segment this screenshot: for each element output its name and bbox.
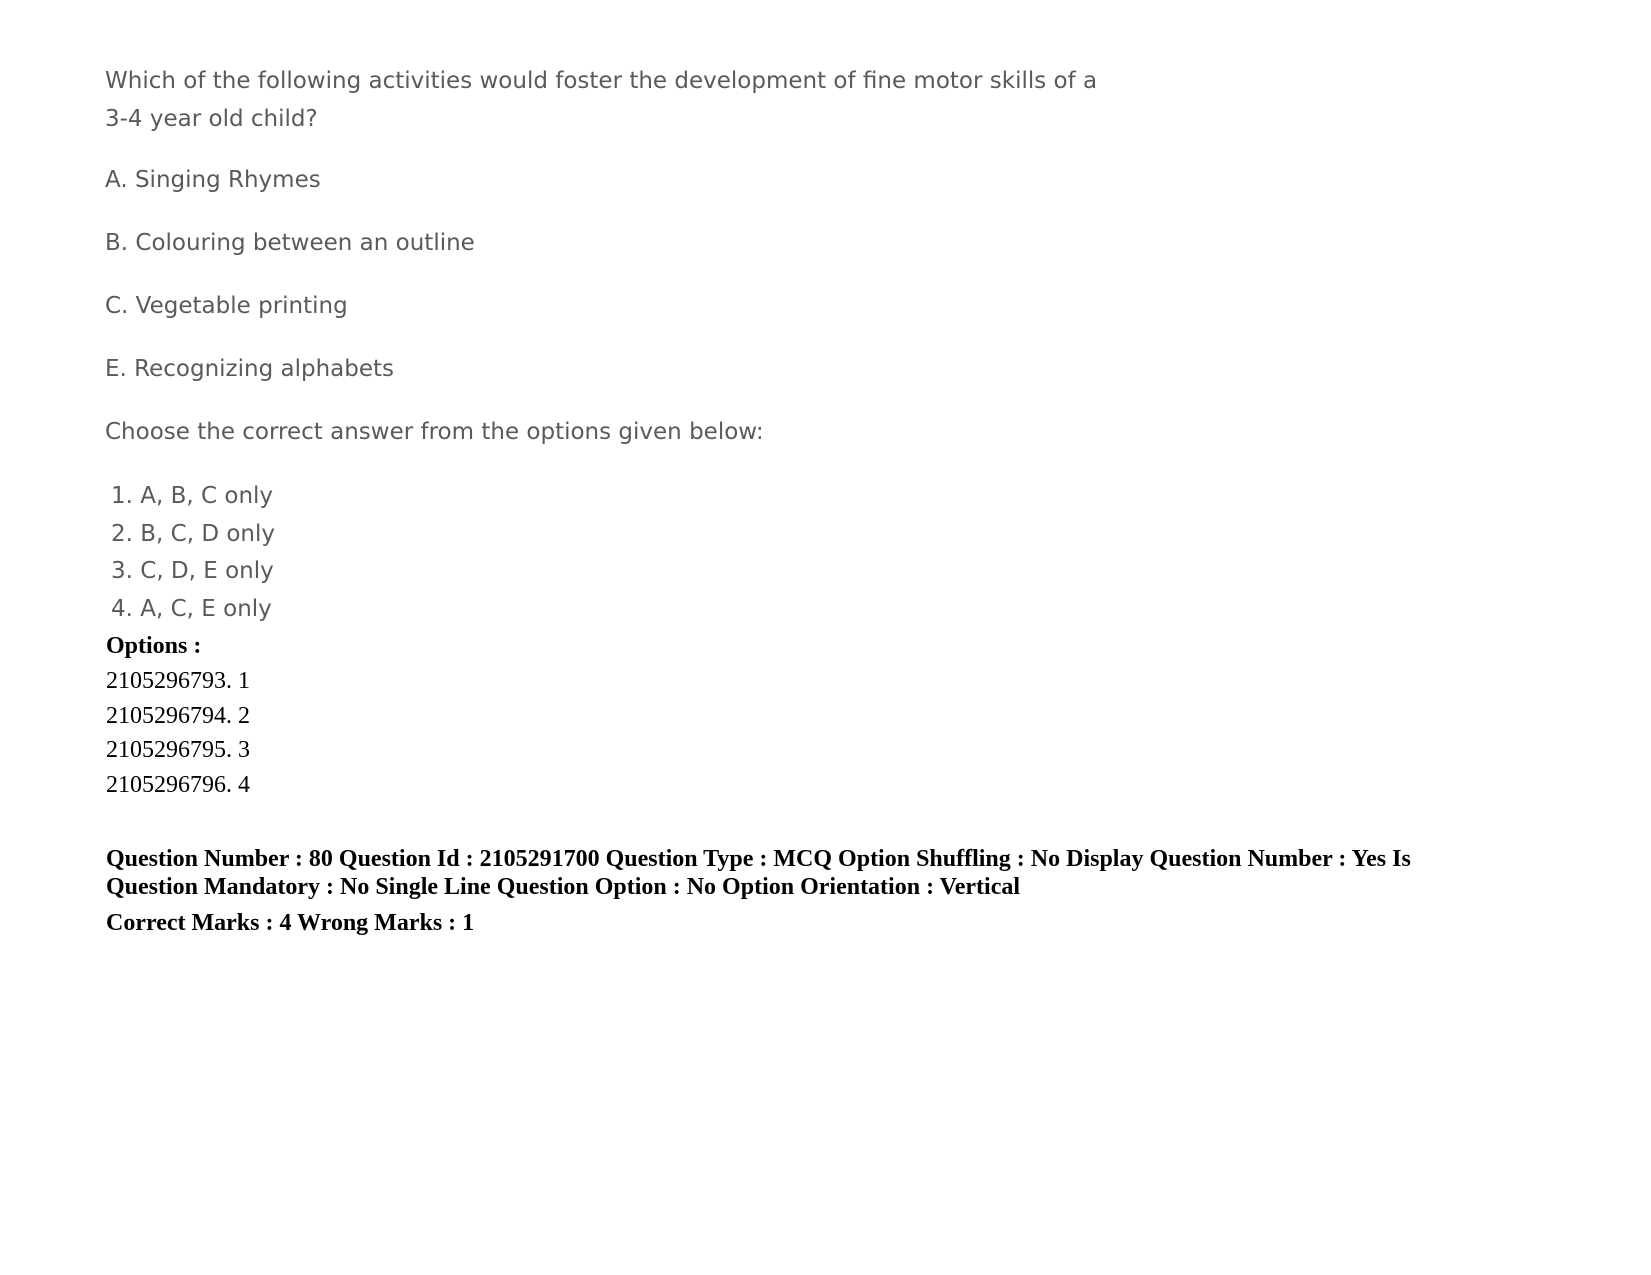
answer-instruction: Choose the correct answer from the options given below: <box>105 419 764 445</box>
marks-info: Correct Marks : 4 Wrong Marks : 1 <box>106 910 475 936</box>
option-id-item: 2105296794. 2 <box>106 702 250 729</box>
answer-choice-2: 2. B, C, D only <box>111 520 276 547</box>
question-metadata: Question Number : 80 Question Id : 2105291700 Question Type : MCQ Option Shuffling : No Display Question Number : Yes Is Question Mandatory : No Single Line Question Option : No Option Orientation : Vertical <box>106 846 1411 900</box>
question-text: Which of the following activities would foster the development of fine motor skills of a 3-4 year old child? <box>105 68 1098 132</box>
options-heading: Options : <box>106 633 202 659</box>
answer-choice-list <box>111 478 275 628</box>
statement-e: E. Recognizing alphabets <box>105 356 394 382</box>
answer-choice-1: 1. A, B, C only <box>111 483 274 509</box>
option-id-item: 2105296796. 4 <box>106 771 250 798</box>
answer-choice-4: 4. A, C, E only <box>111 595 272 622</box>
option-id-item: 2105296795. 3 <box>106 737 250 763</box>
option-id-list <box>106 664 250 802</box>
answer-choice-3: 3. C, D, E only <box>111 558 274 584</box>
option-id-item: 2105296793. 1 <box>106 668 250 694</box>
statement-b: B. Colouring between an outline <box>105 230 475 256</box>
statement-c: C. Vegetable printing <box>105 293 348 319</box>
statement-a: A. Singing Rhymes <box>105 167 321 193</box>
